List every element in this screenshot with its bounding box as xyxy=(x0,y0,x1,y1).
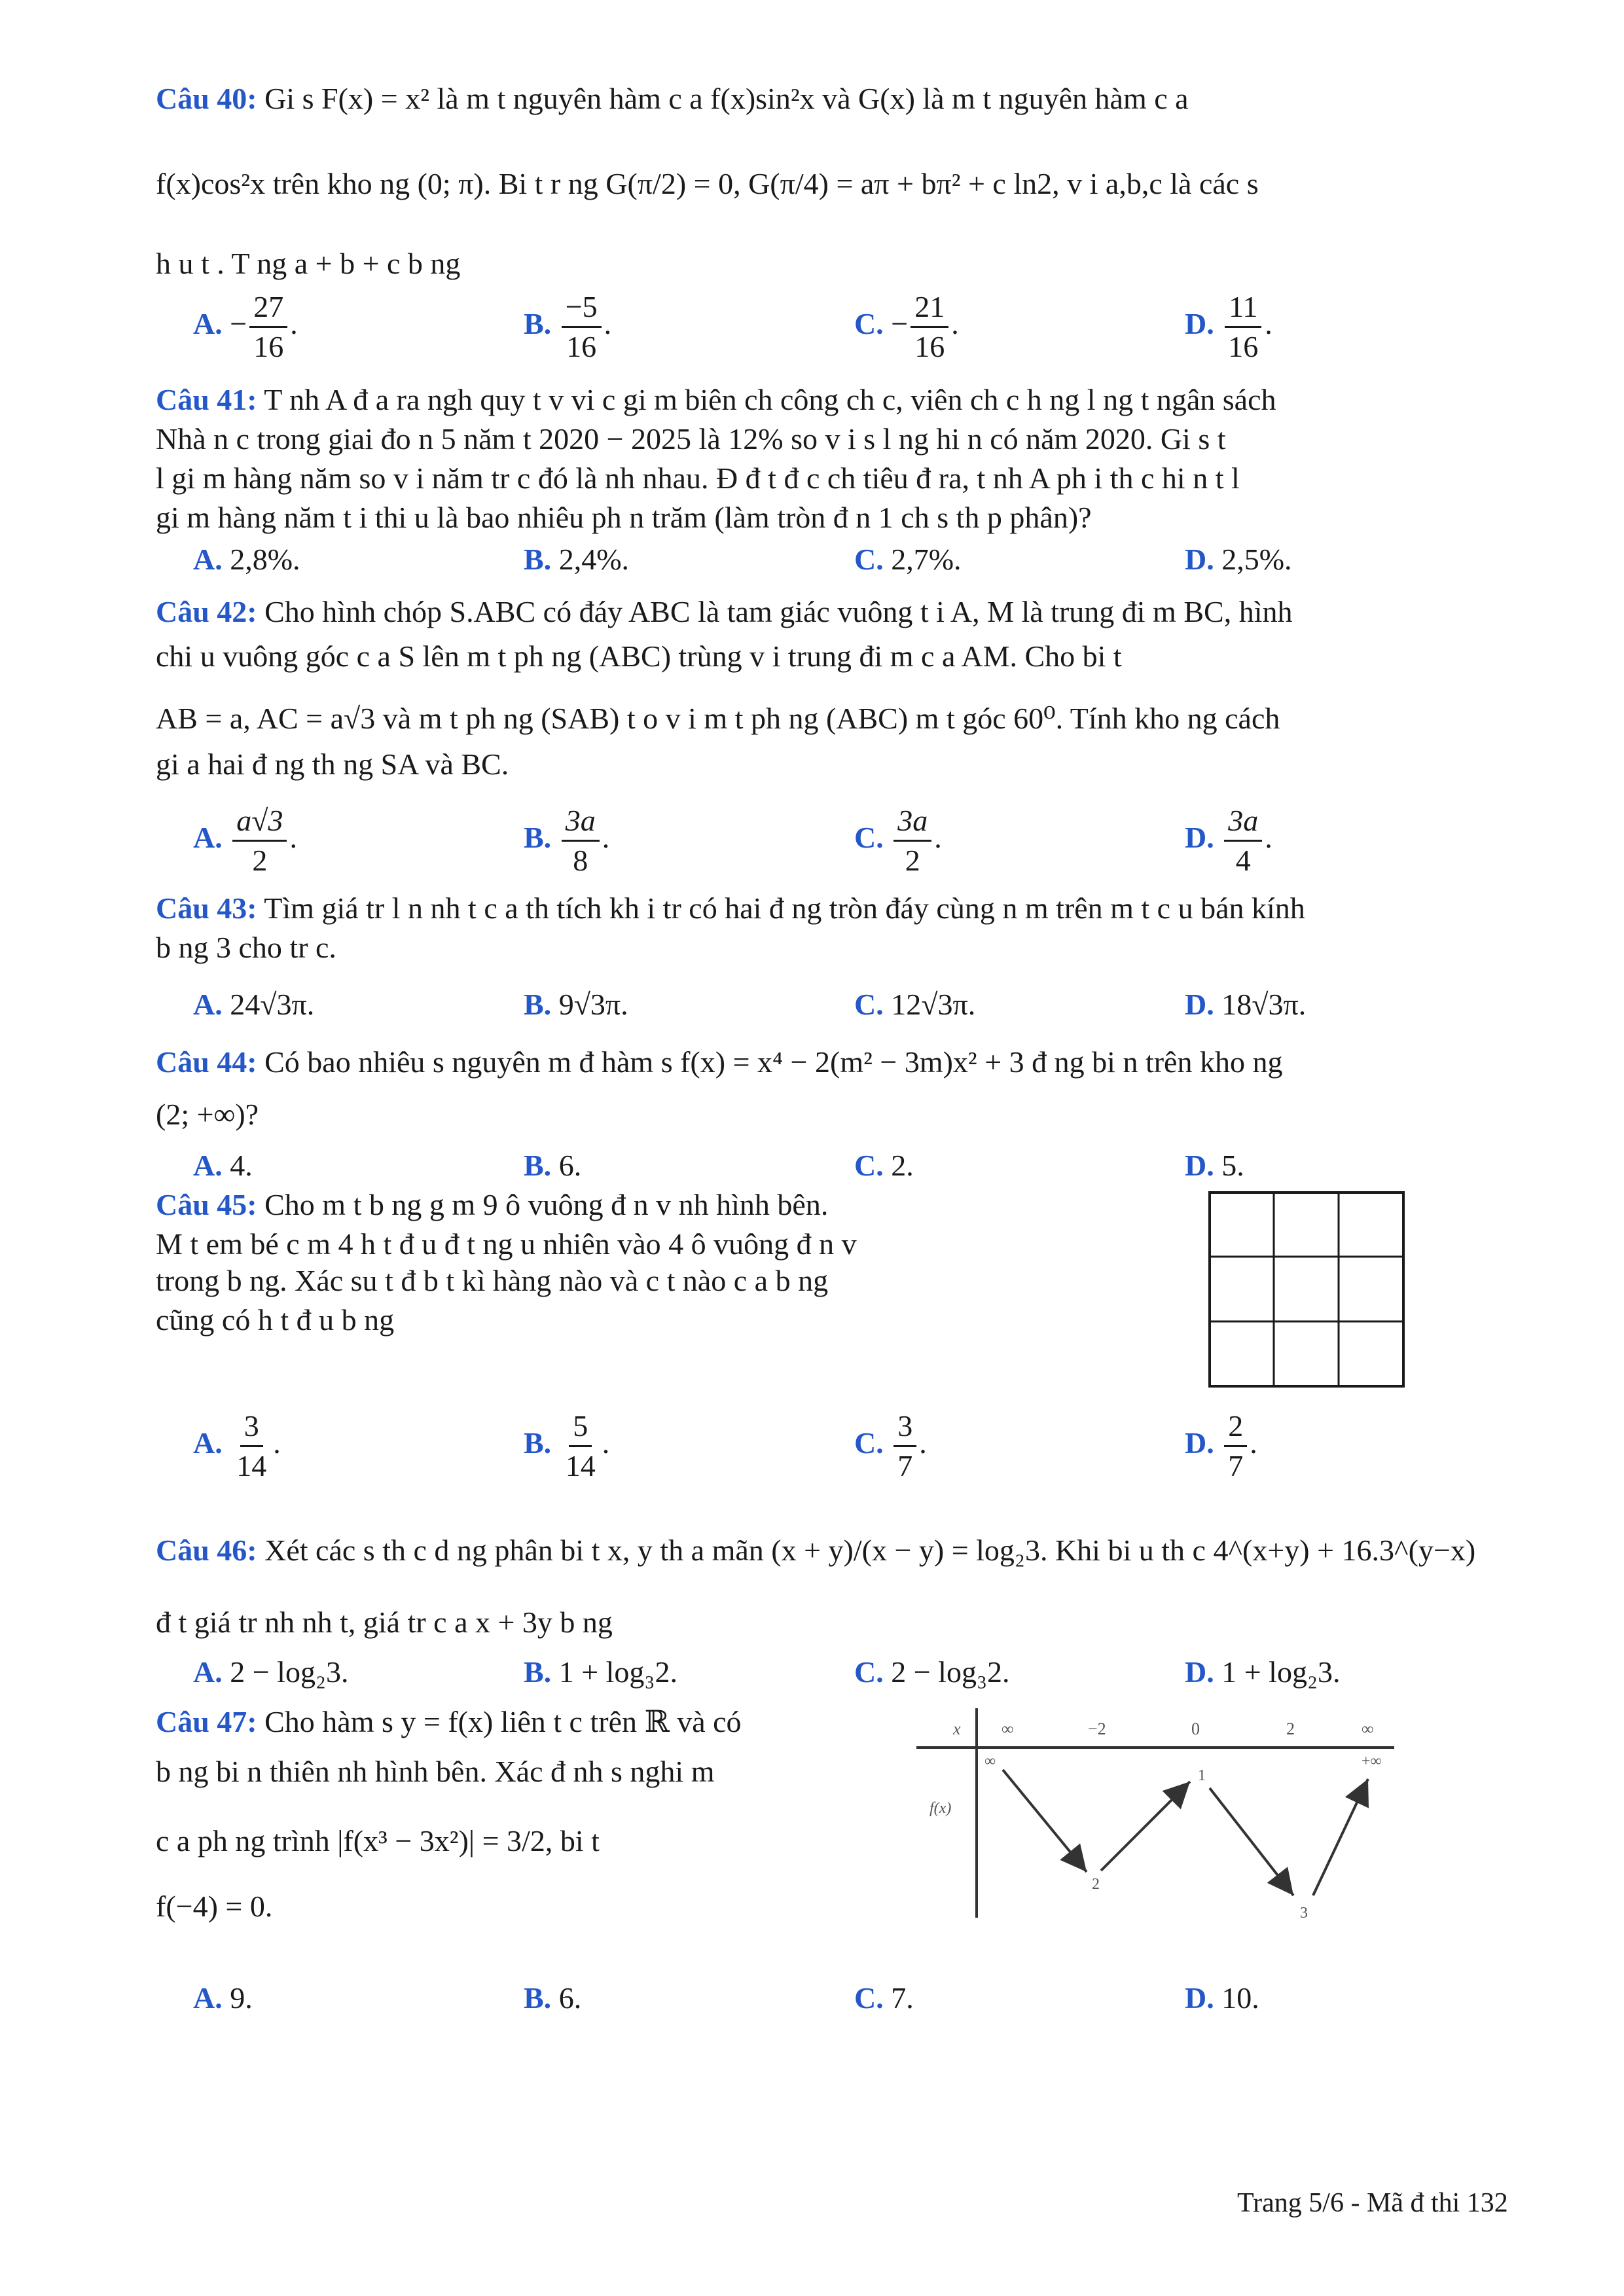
answer-text: 2,5%. xyxy=(1221,543,1292,576)
fraction-denominator: 16 xyxy=(253,330,284,363)
answer-47-d[interactable] xyxy=(1185,1977,1259,2020)
question-number: Câu 45: xyxy=(156,1188,257,1221)
question-47-line-3: c a ph ng trình |f(x³ − 3x²)| = 3/2, bi t xyxy=(156,1824,600,1857)
answer-44-c[interactable] xyxy=(854,1144,914,1187)
fraction-numerator: 3a xyxy=(893,802,931,842)
decreasing-arrow xyxy=(1210,1788,1293,1895)
fraction-numerator: 5 xyxy=(569,1407,592,1447)
fraction-numerator: 11 xyxy=(1225,288,1261,328)
fraction-numerator: 3a xyxy=(1224,802,1262,842)
question-text: Có bao nhiêu s nguyên m đ hàm s f(x) = x⁴ − 2(m² − 3m)x² + 3 đ ng bi n trên kho ng xyxy=(264,1045,1283,1079)
question-45-line-1 xyxy=(156,1183,1085,1227)
question-42-line-2: chi u vuông góc c a S lên m t ph ng (ABC) trùng v i trung đi m c a AM. Cho bi t xyxy=(156,639,1122,673)
fraction-denominator: 7 xyxy=(1228,1449,1244,1482)
answer-label: C. xyxy=(854,1655,884,1689)
answer-text: 1 + log₂3. xyxy=(1221,1655,1341,1689)
answer-45-a[interactable]: A. $\frac{3}{14}$ . xyxy=(193,1407,281,1485)
answer-text: 10. xyxy=(1221,1981,1259,2015)
answer-42-d[interactable]: D. $\frac{3a}{4}$ . xyxy=(1185,802,1272,880)
answer-label: D. xyxy=(1185,307,1214,341)
answer-label: A. xyxy=(193,307,223,341)
answer-label: D. xyxy=(1185,988,1214,1021)
answer-label: A. xyxy=(193,821,223,855)
answer-text: 2. xyxy=(891,1149,914,1182)
answer-44-d[interactable] xyxy=(1185,1144,1244,1187)
fraction-numerator: 27 xyxy=(249,288,287,328)
answer-text: 2,7%. xyxy=(891,543,962,576)
question-40-line-2: f(x)cos²x trên kho ng (0; π). Bi t r ng G(π/2) = 0, G(π/4) = aπ + bπ² + c ln2, v i a,b,c là các s xyxy=(156,167,1259,200)
f-value: ∞ xyxy=(984,1753,996,1770)
answer-43-d[interactable] xyxy=(1185,983,1306,1026)
answer-text: 12√3π. xyxy=(891,988,976,1021)
question-number: Câu 44: xyxy=(156,1045,257,1079)
question-44-line-1 xyxy=(156,1041,1550,1084)
answer-44-b[interactable] xyxy=(524,1144,581,1187)
question-number: Câu 40: xyxy=(156,82,257,115)
fraction-numerator: 2 xyxy=(1224,1407,1247,1447)
question-42-line-3: AB = a, AC = a√3 và m t ph ng (SAB) t o v i m t ph ng (ABC) m t góc 60⁰. Tính kho ng cách xyxy=(156,702,1280,735)
answer-sign: − xyxy=(230,307,247,341)
answer-label: D. xyxy=(1185,1655,1214,1689)
question-40-line-1 xyxy=(156,77,1550,120)
question-42-line-4: gi a hai đ ng th ng SA và BC. xyxy=(156,747,509,781)
answer-47-c[interactable] xyxy=(854,1977,914,2020)
answer-43-a[interactable] xyxy=(193,983,314,1026)
fraction-numerator: 3 xyxy=(240,1407,263,1447)
question-text: Gi s F(x) = x² là m t nguyên hàm c a f(x)sin²x và G(x) là m t nguyên hàm c a xyxy=(264,82,1189,115)
grid-3x3-figure xyxy=(1208,1191,1405,1388)
answer-label: B. xyxy=(524,543,552,576)
question-45-line-4: cũng có h t đ u b ng xyxy=(156,1303,395,1336)
answer-label: A. xyxy=(193,1655,223,1689)
question-text: T nh A đ a ra ngh quy t v vi c gi m biên ch công ch c, viên ch c h ng l ng t ngân sách xyxy=(264,383,1276,416)
answer-text: 4. xyxy=(230,1149,253,1182)
answer-label: D. xyxy=(1185,1149,1214,1182)
answer-label: B. xyxy=(524,1655,552,1689)
fraction-numerator: 3 xyxy=(893,1407,916,1447)
answer-47-a[interactable] xyxy=(193,1977,253,2020)
answer-text: 6. xyxy=(558,1981,582,2015)
answer-text: 5. xyxy=(1221,1149,1244,1182)
question-43-line-2: b ng 3 cho tr c. xyxy=(156,931,336,964)
fraction-denominator: 2 xyxy=(905,844,920,877)
answer-label: C. xyxy=(854,543,884,576)
answer-label: B. xyxy=(524,1981,552,2015)
question-text: Cho hình chóp S.ABC có đáy ABC là tam giác vuông t i A, M là trung đi m BC, hình xyxy=(264,595,1293,628)
question-46-line-1 xyxy=(156,1529,1550,1572)
answer-41-b[interactable] xyxy=(524,538,629,581)
question-44-line-2: (2; +∞)? xyxy=(156,1098,259,1131)
question-41-line-2: Nhà n c trong giai đo n 5 năm t 2020 − 2025 là 12% so v i s l ng hi n có năm 2020. Gi s t xyxy=(156,422,1226,456)
answer-text: 1 + log₃2. xyxy=(558,1655,677,1689)
f-label: f(x) xyxy=(929,1800,952,1817)
question-number: Câu 41: xyxy=(156,383,257,416)
x-value: 2 xyxy=(1286,1719,1295,1738)
answer-label: C. xyxy=(854,988,884,1021)
fraction-numerator: a√3 xyxy=(232,802,287,842)
fraction-denominator: 8 xyxy=(573,844,588,877)
question-41-line-4: gi m hàng năm t i thi u là bao nhiêu ph n trăm (làm tròn đ n 1 ch s th p phân)? xyxy=(156,501,1092,534)
question-47-line-2: b ng bi n thiên nh hình bên. Xác đ nh s nghi m xyxy=(156,1755,715,1788)
f-value: 3 xyxy=(1300,1905,1308,1922)
increasing-arrow xyxy=(1313,1779,1368,1895)
question-41-line-3: l gi m hàng năm so v i năm tr c đó là nh nhau. Đ đ t đ c ch tiêu đ ra, t nh A ph i th c hi n t l xyxy=(156,461,1240,495)
x-value: ∞ xyxy=(1362,1719,1374,1738)
answer-label: C. xyxy=(854,307,884,341)
answer-46-a[interactable] xyxy=(193,1651,349,1694)
answer-label: D. xyxy=(1185,1426,1214,1460)
answer-label: A. xyxy=(193,988,223,1021)
question-41-line-1 xyxy=(156,378,1550,422)
f-value: 1 xyxy=(1198,1767,1206,1784)
question-number: Câu 47: xyxy=(156,1705,257,1738)
answer-text: 2 − log₂3. xyxy=(230,1655,349,1689)
answer-text: 9√3π. xyxy=(558,988,628,1021)
fraction-denominator: 14 xyxy=(565,1449,596,1482)
answer-label: A. xyxy=(193,1426,223,1460)
question-47-line-4: f(−4) = 0. xyxy=(156,1890,273,1923)
question-number: Câu 42: xyxy=(156,595,257,628)
question-40-line-3: h u t . T ng a + b + c b ng xyxy=(156,247,461,280)
answer-label: A. xyxy=(193,1981,223,2015)
answer-42-b[interactable]: B. $\frac{3a}{8}$ . xyxy=(524,802,609,880)
answer-label: C. xyxy=(854,821,884,855)
f-value: +∞ xyxy=(1362,1753,1382,1770)
answer-label: B. xyxy=(524,307,552,341)
answer-label: C. xyxy=(854,1981,884,2015)
question-text: Cho hàm s y = f(x) liên t c trên ℝ và có xyxy=(264,1705,742,1738)
answer-label: D. xyxy=(1185,821,1214,855)
answer-label: C. xyxy=(854,1149,884,1182)
answer-46-c[interactable] xyxy=(854,1651,1010,1694)
answer-label: C. xyxy=(854,1426,884,1460)
fraction-denominator: 16 xyxy=(914,330,945,363)
answer-43-b[interactable] xyxy=(524,983,628,1026)
question-text: Cho m t b ng g m 9 ô vuông đ n v nh hình bên. xyxy=(264,1188,829,1221)
answer-text: 2,8%. xyxy=(230,543,300,576)
x-value: ∞ xyxy=(1001,1719,1014,1738)
answer-40-b[interactable]: B. $\frac{-5}{16}$ . xyxy=(524,288,611,366)
question-45-line-2: M t em bé c m 4 h t đ u đ t ng u nhiên vào 4 ô vuông đ n v xyxy=(156,1227,857,1261)
answer-text: 2,4%. xyxy=(558,543,630,576)
answer-label: A. xyxy=(193,543,223,576)
answer-text: 18√3π. xyxy=(1221,988,1307,1021)
question-45-line-3: trong b ng. Xác su t đ b t kì hàng nào và c t nào c a b ng xyxy=(156,1264,829,1297)
answer-label: B. xyxy=(524,1426,552,1460)
answer-44-a[interactable] xyxy=(193,1144,253,1187)
answer-47-b[interactable] xyxy=(524,1977,581,2020)
fraction-numerator: −5 xyxy=(562,288,602,328)
fraction-denominator: 16 xyxy=(566,330,597,363)
fraction-numerator: 21 xyxy=(911,288,948,328)
fraction-denominator: 16 xyxy=(1228,330,1259,363)
answer-sign: − xyxy=(891,307,909,341)
answer-41-a[interactable] xyxy=(193,538,300,581)
question-text: Tìm giá tr l n nh t c a th tích kh i tr có hai đ ng tròn đáy cùng n m trên m t c u bán kính xyxy=(264,891,1305,925)
answer-40-d[interactable]: D. $\frac{11}{16}$ . xyxy=(1185,288,1272,366)
x-value: −2 xyxy=(1088,1719,1106,1738)
answer-text: 7. xyxy=(891,1981,914,2015)
decreasing-arrow xyxy=(1003,1770,1087,1872)
page-footer: Trang 5/6 - Mã đ thi 132 xyxy=(1237,2188,1508,2218)
answer-42-c[interactable]: C. $\frac{3a}{2}$ . xyxy=(854,802,942,880)
answer-45-c[interactable]: C. $\frac{3}{7}$ . xyxy=(854,1407,927,1485)
fraction-numerator: 3a xyxy=(562,802,600,842)
answer-label: B. xyxy=(524,821,552,855)
answer-text: 24√3π. xyxy=(230,988,315,1021)
answer-46-d[interactable] xyxy=(1185,1651,1341,1694)
fraction-denominator: 14 xyxy=(236,1449,267,1482)
question-number: Câu 46: xyxy=(156,1534,257,1567)
question-42-line-1 xyxy=(156,590,1550,634)
answer-text: 9. xyxy=(230,1981,253,2015)
answer-45-d[interactable]: D. $\frac{2}{7}$ . xyxy=(1185,1407,1257,1485)
answer-label: A. xyxy=(193,1149,223,1182)
increasing-arrow xyxy=(1101,1782,1190,1871)
x-value: 0 xyxy=(1191,1719,1200,1738)
answer-label: B. xyxy=(524,1149,552,1182)
question-46-line-2: đ t giá tr nh nh t, giá tr c a x + 3y b ng xyxy=(156,1605,613,1639)
answer-label: B. xyxy=(524,988,552,1021)
answer-46-b[interactable] xyxy=(524,1651,677,1694)
answer-41-d[interactable] xyxy=(1185,538,1292,581)
answer-label: D. xyxy=(1185,1981,1214,2015)
answer-40-c[interactable]: C. − $\frac{21}{16}$ . xyxy=(854,288,959,366)
answer-label: D. xyxy=(1185,543,1214,576)
answer-41-c[interactable] xyxy=(854,538,962,581)
answer-45-b[interactable]: B. $\frac{5}{14}$ . xyxy=(524,1407,609,1485)
x-label: x xyxy=(953,1719,961,1738)
answer-40-a[interactable]: A. − $\frac{27}{16}$ . xyxy=(193,288,298,366)
fraction-denominator: 7 xyxy=(897,1449,913,1482)
grid-border xyxy=(1210,1193,1403,1386)
question-text: Xét các s th c d ng phân bi t x, y th a mãn (x + y)/(x − y) = log₂3. Khi bi u th c 4^(x+y) + 16.3^(y−x) xyxy=(264,1534,1476,1567)
variation-table xyxy=(916,1702,1414,1937)
question-47-line-1 xyxy=(156,1700,876,1744)
question-number: Câu 43: xyxy=(156,891,257,925)
fraction-denominator: 2 xyxy=(252,844,268,877)
question-43-line-1 xyxy=(156,887,1550,930)
fraction-denominator: 4 xyxy=(1235,844,1251,877)
answer-42-a[interactable]: A. $\frac{a√3}{2}$ . xyxy=(193,802,297,880)
f-value: 2 xyxy=(1092,1876,1100,1893)
answer-text: 2 − log₃2. xyxy=(891,1655,1010,1689)
answer-text: 6. xyxy=(558,1149,582,1182)
answer-43-c[interactable] xyxy=(854,983,975,1026)
